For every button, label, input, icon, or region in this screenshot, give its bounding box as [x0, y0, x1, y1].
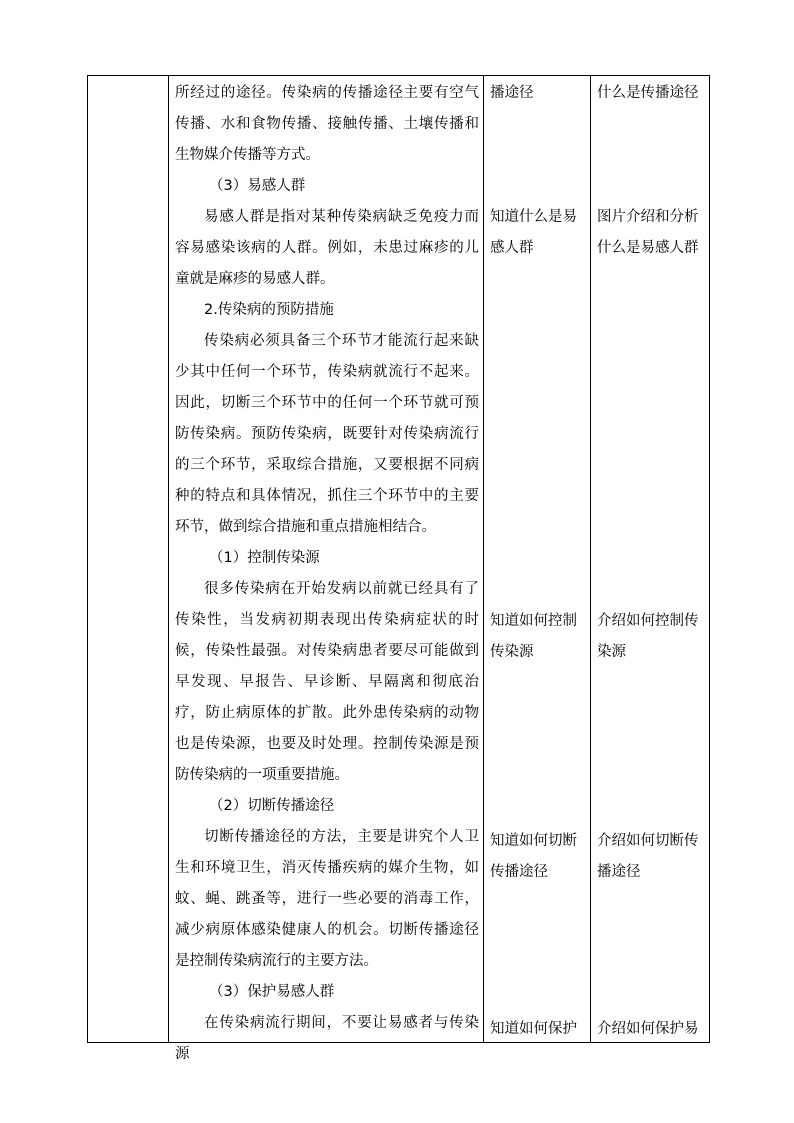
- stage-column-cell: [88, 76, 169, 1043]
- teacher-item-4: 介绍如何切断传 播途径: [597, 833, 699, 880]
- paragraph-transmission-routes: 所经过的途径。传染病的传播途径主要有空气传播、水和食物传播、接触传播、土壤传播和生物媒介传播等方式。: [175, 85, 479, 163]
- paragraph-protect-susceptible: 在传染病流行期间，不要让易感者与传染源: [175, 1015, 479, 1062]
- teacher-item-5: 介绍如何保护易: [597, 1021, 699, 1037]
- teacher-item-3: 介绍如何控制传 染源: [597, 613, 699, 660]
- teacher-item-2: 图片介绍和分析 什么是易感人群: [597, 209, 699, 256]
- heading-control-source: （1）控制传染源: [209, 550, 320, 566]
- teacher-item-1: 什么是传播途径: [597, 85, 699, 101]
- paragraph-control-source: 很多传染病在开始发病以前就已经具有了传染性，当发病初期表现出传染病症状的时候，传染性最强。对传染病患者要尽可能做到早发现、早报告、早诊断、早隔离和彻底治疗，防止病原体的扩散。此外患传染病的动物也是传染源，也要及时处理。控制传染源是预防传染病的一项重要措施。: [175, 581, 479, 783]
- content-column-cell: [169, 76, 484, 1062]
- paragraph-cut-route: 切断传播途径的方法，主要是讲究个人卫生和环境卫生，消灭传播疾病的媒介生物，如蚊、蝇、跳蚤等，进行一些必要的消毒工作，减少病原体感染健康人的机会。切断传播途径是控制传染病流行的主要方法。: [175, 829, 479, 969]
- paragraph-prevention-measures: 传染病必须具备三个环节才能流行起来缺少其中任何一个环节，传染病就流行不起来。因此，切断三个环节中的任何一个环节就可预防传染病。预防传染病，既要针对传染病流行的三个环节，采取综合措施，又要根据不同病种的特点和具体情况，抓住三个环节中的主要环节，做到综合措施和重点措施相结合。: [175, 333, 479, 535]
- teacher-activity-column-cell: [591, 76, 710, 1043]
- heading-prevention-measures: 2.传染病的预防措施: [204, 302, 334, 318]
- heading-susceptible-population: （3）易感人群: [209, 178, 306, 194]
- student-item-5: 知道如何保护: [490, 1021, 577, 1037]
- student-item-4: 知道如何切断 传播途径: [490, 833, 577, 880]
- student-item-3: 知道如何控制 传染源: [490, 613, 577, 660]
- student-item-2: 知道什么是易 感人群: [490, 209, 577, 256]
- student-activity-column-cell: [484, 76, 591, 1043]
- heading-protect-susceptible: （3）保护易感人群: [209, 984, 335, 1000]
- paragraph-susceptible-population: 易感人群是指对某种传染病缺乏免疫力而容易感染该病的人群。例如，未患过麻疹的儿童就是麻疹的易感人群。: [175, 209, 479, 287]
- content-body: [175, 78, 479, 1070]
- student-item-1: 播途径: [490, 85, 534, 101]
- heading-cut-route: （2）切断传播途径: [209, 798, 335, 814]
- lesson-table: [87, 75, 710, 1062]
